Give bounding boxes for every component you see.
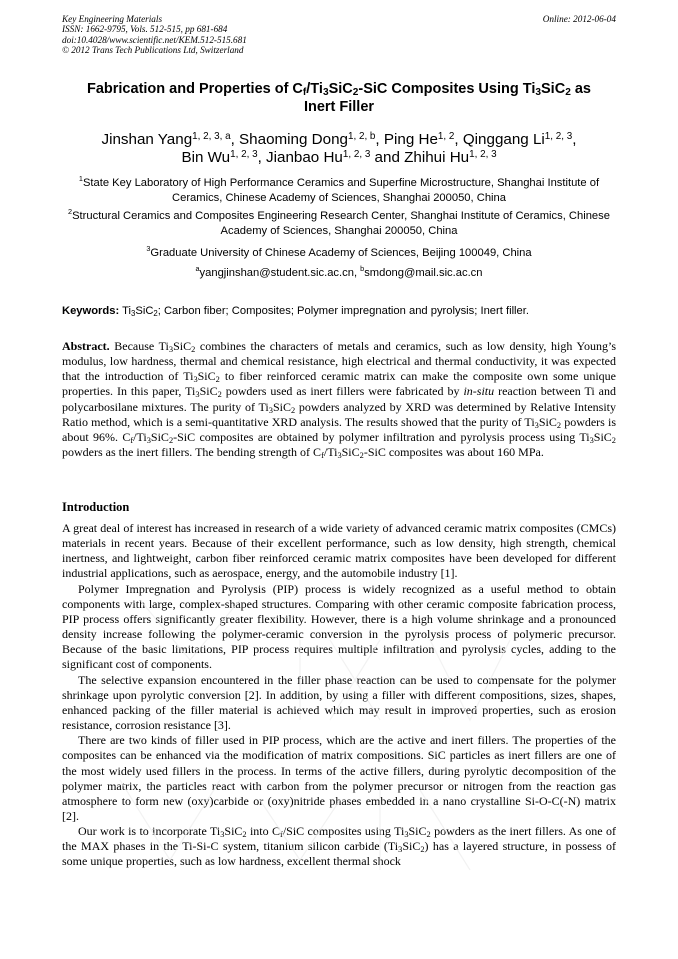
kw-sub: 2: [153, 309, 158, 318]
intro-paragraph-4: There are two kinds of filler used in PIP process, which are the active and inert fillers. The properties of the composites can be enhanced via the modification of matrix compositions. SiC particles as inert fillers are one of the most widely used fillers in the process. In terms of the active fillers, during pyrolytic decomposition of the polymer matrix, the particles react with carbon from the polymer precursor or nitrogen from the reaction gas atmosphere to form new (oxy)carbide or (oxy)nitride phases embedded in a nano crystalline Si-O-C(-N) matrix [2].: [62, 733, 616, 823]
intro-paragraph-1: A great deal of interest has increased in research of a wide variety of advanced ceramic matrix composites (CMCs) materials in recent years. Because of their excellent performance, such as low density, high strength, chemical inertness, and lightweight, carbon fiber reinforced ceramic matrix composites have been developed for different industrial applications, such as aerospace, energy, and the automobile industry [1].: [62, 521, 616, 581]
intro-text: SiC: [224, 824, 243, 839]
intro-text: into C: [246, 824, 281, 839]
author-name: Shaoming Dong: [239, 131, 348, 148]
author-name: Zhihui Hu: [404, 149, 470, 166]
email-sep: ,: [353, 267, 361, 279]
abs-text: combines the characters of metals and ceramics, such as low density, high Young’s modulus, low hardness, thermal and chemical resistance, high electrical and thermal conductivity, it was expected that the introduction of Ti: [62, 339, 616, 384]
author-sep: ,: [454, 131, 463, 148]
title-part: SiC: [541, 81, 566, 97]
author-name: Jianbao Hu: [266, 149, 343, 166]
keywords-label: Keywords:: [62, 305, 120, 317]
intro-text: /SiC composites using Ti: [282, 824, 405, 839]
abs-text: SiC: [197, 369, 216, 384]
abs-sub: 2: [191, 345, 196, 354]
intro-sub: 2: [242, 830, 247, 840]
abs-sub: f: [130, 435, 134, 445]
abs-sub: 2: [556, 420, 562, 430]
title-sub: f: [302, 87, 307, 98]
author-sep: ,: [230, 131, 240, 148]
intro-text: Our work is to incorporate Ti: [78, 824, 221, 839]
title-line-2: Inert Filler: [303, 99, 375, 115]
abs-sub: 3: [195, 390, 200, 400]
author-sep: ,: [375, 131, 384, 148]
abs-text: powders used as inert fillers were fabricated by: [221, 384, 464, 399]
author-name: Jinshan Yang: [101, 131, 193, 148]
author-name: Ping He: [383, 131, 438, 148]
abs-text: -SiC composites are obtained by polymer infiltration and pyrolysis process using Ti: [173, 429, 590, 444]
journal-header: [62, 14, 616, 56]
abs-sub: 2: [290, 405, 296, 415]
online-date: Online: 2012-06-04: [542, 14, 616, 24]
intro-paragraph-3: The selective expansion encountered in the filler phase reaction can be used to compensate for the polymer shrinkage upon pyrolytic conversion [2]. In addition, by using a filler with different compositions, sizes, shapes, enhanced packing of the filler material is achieved which may result in improved properties, such as erosion resistance, corrosion resistance [3].: [62, 672, 616, 733]
abs-text: SiC: [538, 414, 557, 429]
author-affil: 1, 2, 3: [544, 131, 573, 142]
intro-paragraph-2: Polymer Impregnation and Pyrolysis (PIP) process is widely recognized as a useful method to obtain components with large, complex-shaped structures. Comparing with other ceramic composite fabrication process, PIP process offers significantly greater flexibility. However, there is a high volume shrinkage and a pronounced density increase following the polymer-ceramic conversion in the pyrolysis process of polymeric precursor. Because of the basic limitations, PIP process requires multiple infiltration and pyrolysis cycles, adding to the significant cost of components.: [62, 581, 616, 672]
intro-sub: 3: [404, 830, 409, 840]
abs-text: powders as the inert fillers. The bending strength of C: [62, 445, 322, 460]
intro-text: powders as the inert fillers. As one of the MAX phases in the Ti-Si-C system, titanium silicon carbide (Ti: [62, 824, 616, 854]
author-affil: 1, 2, 3, a: [192, 131, 231, 142]
author-affil: 1, 2, 3: [230, 149, 258, 160]
intro-text: SiC: [408, 824, 427, 839]
abs-sub: 2: [359, 451, 364, 461]
author-affil: 1, 2, 3: [342, 149, 371, 160]
kw-part: ; Carbon fiber; Composites; Polymer impregnation and pyrolysis; Inert filler.: [157, 305, 529, 317]
abs-sub: f: [321, 451, 324, 461]
affiliation-1: [60, 176, 618, 206]
abs-sub: 3: [534, 420, 539, 430]
abs-sub: 3: [193, 375, 198, 385]
abs-text: SiC: [199, 384, 218, 399]
issn-line: ISSN: 1662-9795, Vols. 512-515, pp 681-684: [62, 24, 228, 35]
intro-sub: f: [280, 830, 283, 840]
introduction-heading: Introduction: [62, 500, 130, 514]
abs-sub: 2: [168, 435, 174, 445]
author-name: Qinggang Li: [462, 131, 545, 148]
author-list: [40, 131, 638, 167]
author-affil: 1, 2, 3: [469, 149, 497, 160]
title-sub: 2: [352, 87, 359, 98]
abs-text: powders analyzed by XRD was determined by Relative Intensity Ratio method, which is a semi-quantitative XRD analysis. The results showed that the purity of Ti: [62, 399, 617, 429]
author-name: Bin Wu: [181, 149, 231, 166]
abs-sub: 2: [217, 390, 222, 400]
keywords: [62, 304, 616, 319]
affil-text: Structural Ceramics and Composites Engineering Research Center, Shanghai Institute of Ceramics, Chinese Academy of Sciences, Shanghai 200050, China: [72, 210, 610, 237]
email-marker: a: [195, 264, 200, 273]
intro-sub: 2: [420, 845, 425, 855]
author-affil: 1, 2, b: [347, 131, 376, 142]
abstract: [62, 339, 616, 460]
author-affil: 1, 2: [437, 131, 455, 142]
paper-title: [40, 80, 638, 116]
abs-text: SiC: [593, 429, 612, 444]
abs-text: SiC: [173, 339, 192, 353]
intro-text: SiC: [402, 839, 421, 854]
abs-text: SiC: [150, 429, 169, 444]
abs-text: /Ti: [133, 429, 147, 444]
abs-sub: 3: [268, 405, 273, 415]
affil-num: 2: [68, 207, 73, 216]
abs-text: SiC: [341, 445, 360, 460]
email-marker: b: [360, 264, 365, 273]
affiliation-3: [60, 246, 618, 261]
copyright-line: © 2012 Trans Tech Publications Ltd, Switzerland: [62, 45, 244, 56]
affil-text: Graduate University of Chinese Academy of Sciences, Beijing 100049, China: [150, 247, 532, 259]
title-part: -SiC Composites Using Ti: [358, 81, 536, 97]
abs-text: to fiber reinforced ceramic matrix can make the composite own some unique properties. In this paper, Ti: [62, 369, 616, 399]
introduction-body: [62, 521, 616, 870]
intro-sub: 3: [220, 830, 225, 840]
title-part: /Ti: [306, 81, 323, 97]
journal-name: Key Engineering Materials: [62, 14, 163, 24]
intro-sub: 2: [426, 830, 431, 840]
kw-sub: 3: [131, 309, 136, 318]
affil-num: 3: [146, 244, 151, 253]
abs-sub: 2: [611, 435, 616, 445]
kw-part: Ti: [119, 305, 132, 317]
abs-sub: 3: [337, 451, 342, 461]
affil-num: 1: [78, 174, 83, 183]
title-part: as: [570, 81, 591, 97]
title-sub: 2: [565, 87, 571, 98]
author-emails: [60, 266, 618, 281]
title-sub: 3: [535, 87, 542, 98]
abs-sub: 2: [215, 375, 220, 385]
abs-sub: 3: [168, 345, 174, 354]
intro-paragraph-5: [62, 824, 616, 869]
abs-text: reaction between Ti and polycarbosilane mixtures. The purity of Ti: [62, 384, 616, 414]
abs-sub: 3: [589, 435, 594, 445]
email-a[interactable]: yangjinshan@student.sic.ac.cn: [199, 267, 354, 279]
abs-sub: 3: [146, 435, 151, 445]
abs-italic: in-situ: [463, 384, 495, 399]
title-sub: 3: [322, 87, 329, 98]
abstract-label: Abstract.: [62, 339, 110, 353]
title-part: SiC: [328, 81, 353, 97]
intro-text: ) has a layered structure, in possess of some unique properties, such as low hardness, excellent thermal shock: [62, 839, 616, 869]
abs-text: -SiC composites was about 160 MPa.: [363, 445, 544, 460]
abs-text: /Ti: [323, 445, 338, 460]
intro-sub: 3: [398, 845, 403, 855]
doi-line[interactable]: doi:10.4028/www.scientific.net/KEM.512-515.681: [62, 34, 247, 45]
title-part: Fabrication and Properties of C: [86, 81, 303, 97]
kw-part: SiC: [135, 305, 154, 317]
author-sep: and: [370, 149, 405, 166]
abs-text: SiC: [272, 399, 291, 414]
affil-text: State Key Laboratory of High Performance Ceramics and Superfine Microstructure, Shanghai Institute of Ceramics, Chinese Academy of Sciences, Shanghai 200050, China: [82, 177, 600, 204]
abs-text: Because Ti: [109, 339, 169, 353]
email-b[interactable]: smdong@mail.sic.ac.cn: [364, 267, 483, 279]
author-sep: ,: [257, 149, 267, 166]
abs-text: powders is about 96%. C: [62, 414, 616, 444]
author-sep: ,: [572, 131, 577, 148]
affiliation-2: [60, 209, 618, 239]
